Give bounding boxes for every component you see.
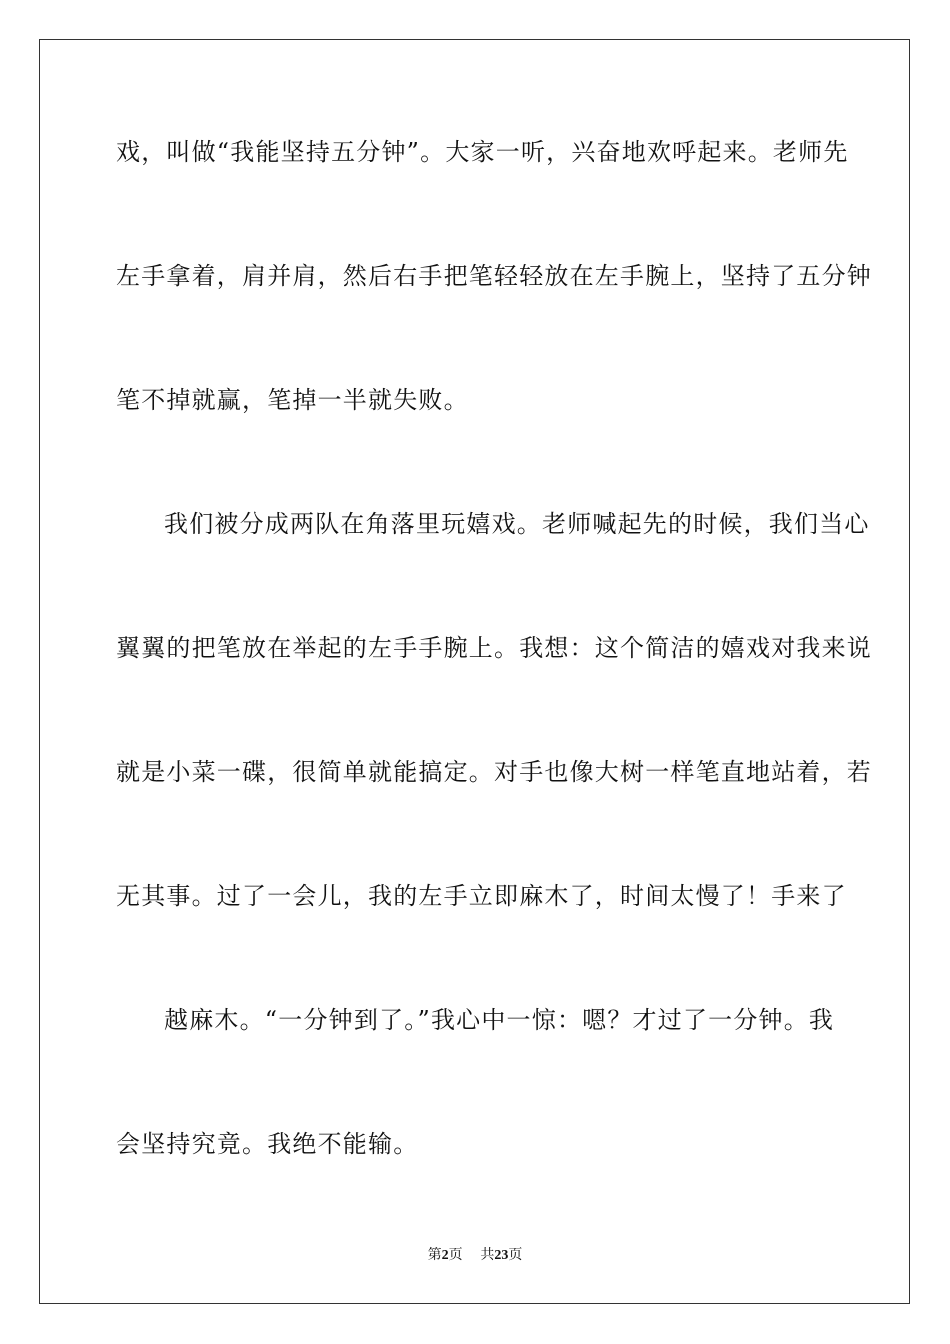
page-suffix: 页	[448, 1247, 463, 1263]
text-line-7: 无其事。过了一会儿，我的左手立即麻木了，时间太慢了！手来了	[116, 882, 847, 910]
text-line-3: 笔不掉就赢，笔掉一半就失败。	[116, 386, 469, 414]
total-prefix: 共	[480, 1247, 495, 1263]
page-number: 2	[441, 1248, 449, 1263]
text-line-1: 戏，叫做“我能坚持五分钟”。大家一听，兴奋地欢呼起来。老师先	[116, 138, 849, 166]
text-line-2: 左手拿着，肩并肩，然后右手把笔轻轻放在左手腕上，坚持了五分钟	[116, 262, 872, 290]
page-prefix: 第	[427, 1247, 442, 1263]
text-line-9: 会坚持究竟。我绝不能输。	[116, 1130, 419, 1158]
text-line-5: 翼翼的把笔放在举起的左手手腕上。我想：这个简洁的嬉戏对我来说	[116, 634, 872, 662]
page-border	[39, 39, 910, 1304]
total-pages: 23	[494, 1248, 509, 1263]
text-line-4: 我们被分成两队在角落里玩嬉戏。老师喊起先的时候，我们当心	[164, 510, 870, 538]
page-footer	[0, 1244, 950, 1264]
text-line-6: 就是小菜一碟，很简单就能搞定。对手也像大树一样笔直地站着，若	[116, 758, 872, 786]
text-line-8: 越麻木。“一分钟到了。”我心中一惊：嗯？才过了一分钟。我	[164, 1006, 835, 1034]
total-suffix: 页	[508, 1247, 523, 1263]
